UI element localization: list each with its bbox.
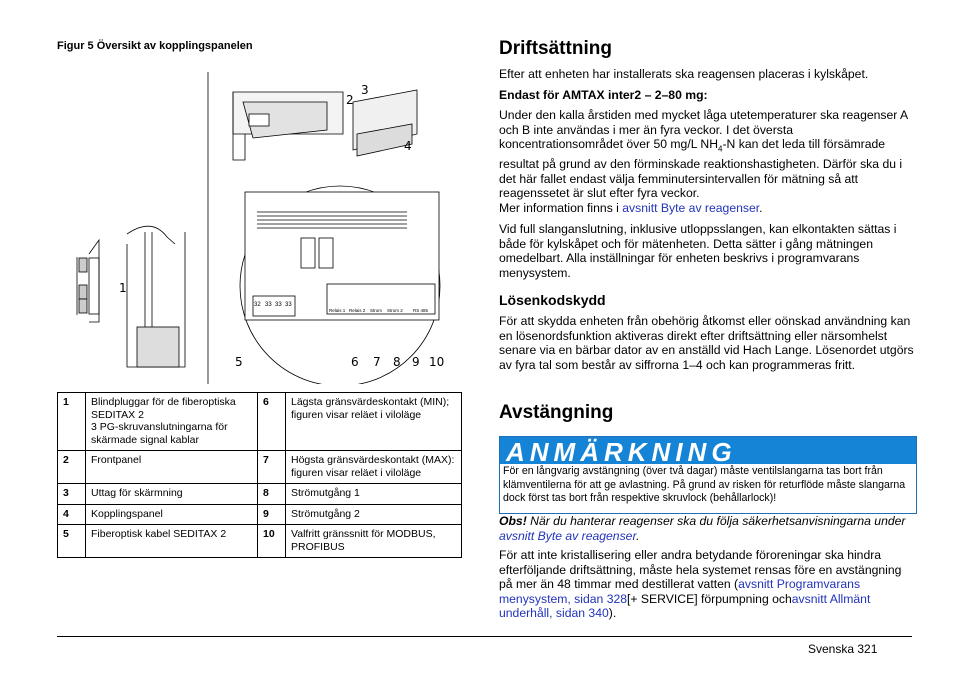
- terminal-label: RS 485: [413, 308, 429, 313]
- link-programvarans-menysystem[interactable]: avsnitt Programvarans menysystem, sidan 328: [499, 577, 861, 606]
- paragraph-bold: Endast för AMTAX inter2 – 2–80 mg:: [499, 88, 708, 102]
- link-byte-av-reagenser[interactable]: avsnitt Byte av reagenser: [622, 201, 760, 215]
- table-row: 2 Frontpanel 7 Högsta gränsvärdeskontakt (MAX): figuren visar reläet i viloläge: [58, 451, 462, 484]
- fuse-label: 33: [275, 302, 282, 308]
- figure-legend-table: [57, 392, 462, 558]
- terminal-label: Relais 2: [349, 308, 366, 313]
- callout-10: 10: [429, 355, 445, 369]
- callout-6: 6: [351, 355, 359, 369]
- heading-avstangning: Avstängning: [499, 402, 614, 423]
- callout-9: 9: [412, 355, 420, 369]
- terminal-label: Relais 1: [329, 308, 346, 313]
- notice-title: ANMÄRKNING: [506, 437, 737, 467]
- callout-4: 4: [404, 139, 412, 153]
- table-row: 5 Fiberoptisk kabel SEDITAX 2 10 Valfritt gränssnitt för MODBUS, PROFIBUS: [58, 525, 462, 558]
- heading-driftsattning: Driftsättning: [499, 38, 612, 59]
- table-row: 1 Blindpluggar för de fiberoptiska SEDITAX 2 3 PG-skruvanslutningarna för skärmade signal kablar 6 Lägsta gränsvärdeskontakt (MIN); figuren visar reläet i viloläge: [58, 393, 462, 451]
- device-side-view: [77, 226, 185, 367]
- obs-paragraph: Obs! När du hanterar reagenser ska du följa säkerhetsanvisningarna under avsnitt Byte av reagenser.: [499, 514, 906, 543]
- notice-box: [499, 436, 917, 514]
- callout-7: 7: [373, 355, 381, 369]
- paragraph: För att inte kristallisering eller andra betydande föroreningar ska hindra efterföljande driftsättning, måste hela systemet rensas före en avstängning på mer än 48 timmar med destillerat vatten (avsnitt Programvarans menysystem, sidan 328[+ SERVICE] förpumpning ochavsnitt Allmänt underhåll, sidan 340).: [499, 548, 902, 621]
- terminal-label: Strom 2: [387, 308, 403, 313]
- paragraph: Vid full slanganslutning, inklusive utloppsslangen, kan elkontakten sättas i både för kylskåpet och för mätenheten. Detta sätter i gång mätningen omedelbart. Alla inställningar för enheten beskrivs i programvarans menysystem.: [499, 222, 897, 280]
- terminal-label: Strom: [370, 308, 383, 313]
- paragraph: För att skydda enheten från obehörig åtkomst eller oönskad användning kan en lösenordsfunktion aktiveras direkt efter driftsättning eller närsomhelst senare via en bärbar dator av en anställd vid Hach Lange. Lösenordet utgörs av fyra tal som består av siffrorna 1–4 och kan programmeras fritt.: [499, 314, 914, 372]
- callout-1: 1: [119, 281, 127, 295]
- notice-text: För en långvarig avstängning (över två dagar) måste ventilslangarna tas bort från klämventilerna för att ge avlastning. På grund av risken för returflöde måste slangarna dock först tas bort från respektive skruvlock (behållarlock)!: [503, 465, 906, 505]
- wiring-panel-figure: [57, 72, 447, 384]
- callout-5: 5: [235, 355, 243, 369]
- terminal-board: [240, 186, 440, 384]
- figure-caption: Figur 5 Översikt av kopplingspanelen: [57, 40, 253, 52]
- callout-2: 2: [346, 93, 354, 107]
- legend-text: Blindpluggar för de fiberoptiska SEDITAX 2 3 PG-skruvanslutningarna för skärmade signal kablar: [86, 393, 258, 451]
- callout-3: 3: [361, 83, 369, 97]
- heading-losenkodskydd: Lösenkodskydd: [499, 292, 606, 308]
- notice-banner: [500, 437, 916, 467]
- table-row: 4 Kopplingspanel 9 Strömutgång 2: [58, 504, 462, 525]
- footer-rule: [57, 636, 912, 637]
- table-row: 3 Uttag för skärmning 8 Strömutgång 1: [58, 484, 462, 505]
- paragraph: Under den kalla årstiden med mycket låga utetemperaturer ska reagenser A och B inte användas i mer än fyra veckor. I det översta koncentrationsområdet över 50 mg/L $NH_4-N$ kan det leda till försämrade resultat på grund av den förminskade reaktionshastigheten. Därför ska du i det här fallet endast välja femminutersintervallen för mätning så att reagenssetet är slut efter fyra veckor.: [499, 108, 908, 201]
- link-allmant-underhall[interactable]: avsnitt Allmänt underhåll, sidan 340: [499, 591, 871, 621]
- page-footer: Svenska 321: [808, 642, 878, 656]
- callout-8: 8: [393, 355, 401, 369]
- paragraph: Efter att enheten har installerats ska reagensen placeras i kylskåpet.: [499, 67, 869, 81]
- link-byte-av-reagenser[interactable]: avsnitt Byte av reagenser: [499, 528, 637, 543]
- fuse-label: 33: [265, 302, 272, 308]
- front-panel: [233, 90, 417, 160]
- fuse-label: 32: [254, 302, 261, 308]
- paragraph: Mer information finns i avsnitt Byte av reagenser.: [499, 201, 763, 215]
- fuse-label: 33: [285, 302, 292, 308]
